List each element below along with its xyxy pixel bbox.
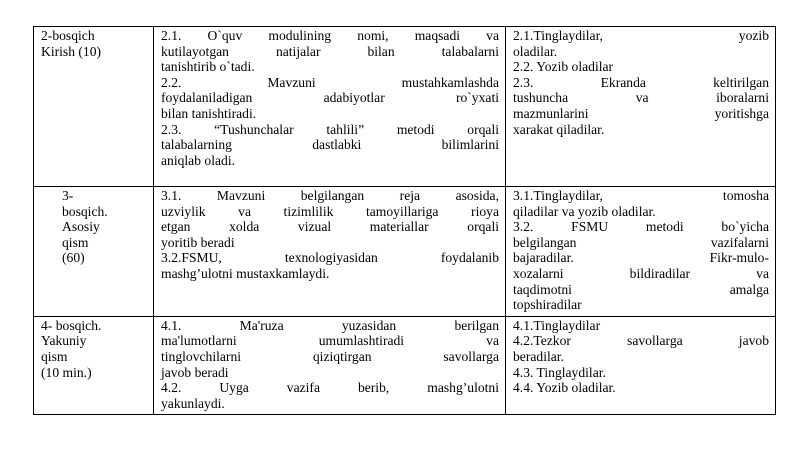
student-activity-cell <box>506 316 776 415</box>
stage-label-line: (10 min.) <box>41 364 92 380</box>
cell-text-line: oladilar. <box>513 43 558 59</box>
cell-text-line: 4.2.Tezkor savollarga javob <box>513 333 769 349</box>
cell-text-line: uzviylik va tizimlilik tamoyillariga rioya <box>161 203 499 219</box>
cell-text-line: 4.4. Yozib oladilar. <box>513 380 616 396</box>
teacher-activity-cell <box>154 187 506 317</box>
cell-text-line: 2.3. “Tushunchalar tahlili” metodi orqali <box>161 121 499 137</box>
cell-text-line: bajaradilar. Fikr-mulo- <box>513 250 769 266</box>
cell-text-line: yoritib beradi <box>161 234 235 250</box>
cell-text-line: talabalarning dastlabki bilimlarini <box>161 137 499 153</box>
cell-text-line: 2.2. Yozib oladilar <box>513 59 614 75</box>
stage-label-line: Kirish (10) <box>41 43 102 59</box>
cell-text-line: 3.2. FSMU metodi bo`yicha <box>513 219 769 235</box>
student-activity-cell <box>506 27 776 187</box>
cell-text-line: topshiradilar <box>513 297 582 313</box>
cell-text-line: belgilangan vazifalarni <box>513 234 769 250</box>
cell-text-line: foydalaniladigan adabiyotlar ro`yxati <box>161 90 499 106</box>
stage-cell <box>34 187 154 317</box>
cell-text-line: xarakat qiladilar. <box>513 121 605 137</box>
cell-text-line: 3.1.Tinglaydilar, tomosha <box>513 188 769 203</box>
cell-text-line: tanishtirib o`tadi. <box>161 59 255 75</box>
cell-text-line: 3.2.FSMU, texnologiyasidan foydalanib <box>161 250 499 266</box>
cell-text-line: 2.2. Mavzuni mustahkamlashda <box>161 74 499 90</box>
stage-cell <box>34 316 154 415</box>
cell-text-line: xozalarni bildiradilar va <box>513 265 769 281</box>
table-row <box>34 316 776 415</box>
cell-text-line: 2.3. Ekranda keltirilgan <box>513 74 769 90</box>
cell-text-line: tushuncha va iboralarni <box>513 90 769 106</box>
stage-label-line: (60) <box>62 250 85 266</box>
stage-label-line: qism <box>62 234 89 250</box>
cell-text-line: ma'lumotlarni umumlashtiradi va <box>161 333 499 349</box>
cell-text-line: etgan xolda vizual materiallar orqali <box>161 219 499 235</box>
cell-text-line: aniqlab oladi. <box>161 152 235 168</box>
stage-label-line: Yakuniy <box>41 333 87 349</box>
cell-text-line: 4.1. Ma'ruza yuzasidan berilgan <box>161 317 499 333</box>
stage-label-line: 2-bosqich <box>41 28 95 43</box>
lesson-plan-table <box>33 26 776 415</box>
cell-text-line: 3.1. Mavzuni belgilangan reja asosida, <box>161 188 499 203</box>
cell-text-line: 2.1. O`quv modulining nomi, maqsadi va <box>161 28 499 43</box>
teacher-activity-cell <box>154 316 506 415</box>
cell-text-line: beradilar. <box>513 348 564 364</box>
stage-label-line: qism <box>41 348 68 364</box>
stage-cell <box>34 27 154 187</box>
cell-text-line: yakunlaydi. <box>161 395 225 411</box>
cell-text-line: 4.1.Tinglaydilar <box>513 317 601 333</box>
cell-text-line: qiladilar va yozib oladilar. <box>513 203 656 219</box>
cell-text-line: 4.2. Uyga vazifa berib, mashg’ulotni <box>161 380 499 396</box>
cell-text-line: 4.3. Tinglaydilar. <box>513 364 606 380</box>
cell-text-line: kutilayotgan natijalar bilan talabalarni <box>161 43 499 59</box>
table-row <box>34 27 776 187</box>
cell-text-line: bilan tanishtiradi. <box>161 105 257 121</box>
cell-text-line: taqdimotni amalga <box>513 281 769 297</box>
cell-text-line: mazmunlarini yoritishga <box>513 105 769 121</box>
cell-text-line: mashg’ulotni mustaxkamlaydi. <box>161 265 330 281</box>
stage-label-line: 4- bosqich. <box>41 317 102 333</box>
teacher-activity-cell <box>154 27 506 187</box>
cell-text-line: tinglovchilarni qiziqtirgan savollarga <box>161 348 499 364</box>
table-row <box>34 187 776 317</box>
stage-label-line: Asosiy <box>62 219 100 235</box>
stage-label-line: 3- <box>62 188 74 203</box>
cell-text-line: 2.1.Tinglaydilar, yozib <box>513 28 769 43</box>
cell-text-line: javob beradi <box>161 364 229 380</box>
student-activity-cell <box>506 187 776 317</box>
stage-label-line: bosqich. <box>62 203 108 219</box>
